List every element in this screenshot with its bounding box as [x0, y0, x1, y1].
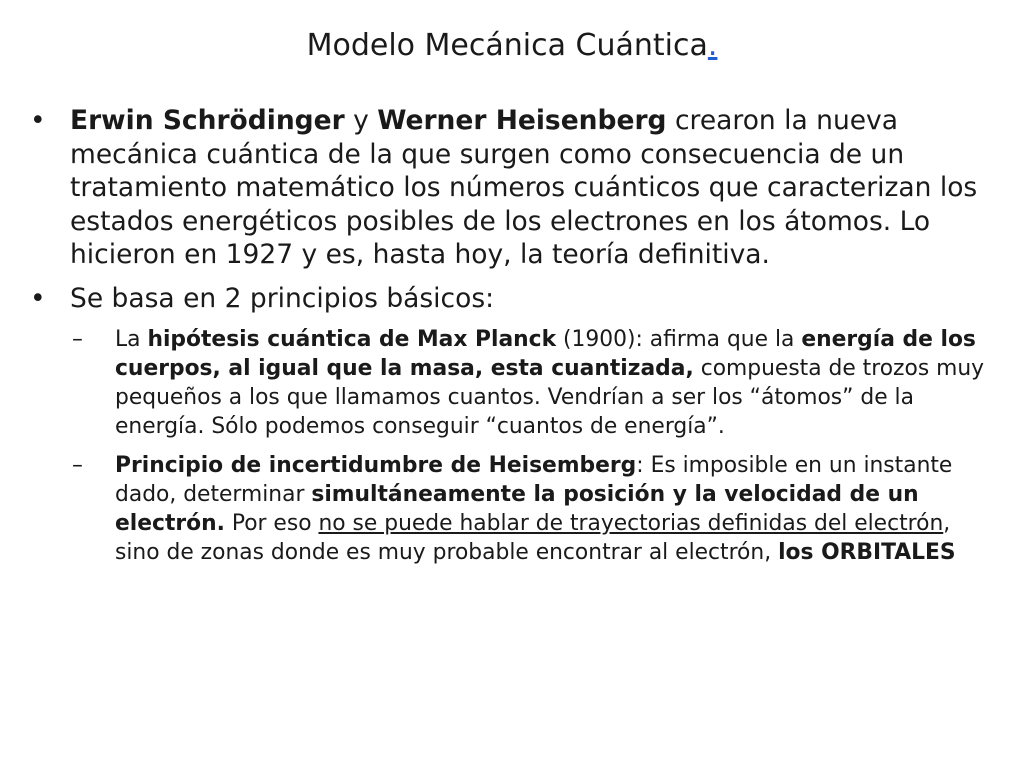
text-segment: : Es imposible en un instante dado, determinar: [115, 453, 953, 507]
text-segment: Por eso: [224, 511, 319, 536]
bullet-icon: •: [30, 282, 46, 314]
position-velocity: simultáneamente la posición y la velocidad de un electrón.: [115, 482, 919, 536]
uncertainty-principle: Principio de incertidumbre de Heisemberg: [115, 453, 637, 478]
sub-item-planck: [26, 325, 998, 441]
text-segment: compuesta de trozos muy pequeños a los que llamamos cuantos. Vendrían a ser los “átomos” de la energía. Sólo podemos conseguir “cuantos de energía”.: [115, 356, 985, 439]
text-segment: crearon la nueva mecánica cuántica de la que surgen como consecuencia de un tratamiento matemático los números cuánticos que caracterizan los estados energéticos posibles de los electrones en los átomos. Lo hicieron en 1927 y es, hasta hoy, la teoría definitiva.: [70, 105, 978, 270]
dash-icon: –: [72, 453, 83, 478]
name-schrodinger: Erwin Schrödinger: [70, 105, 345, 136]
sub-item-uncertainty: [26, 451, 998, 567]
bullet-item-principles: [26, 282, 998, 316]
text-segment: , sino de zonas donde es muy probable encontrar al electrón,: [115, 511, 951, 565]
slide-title: [0, 26, 1024, 66]
bullet-icon: •: [30, 105, 46, 136]
dash-icon: –: [72, 327, 83, 352]
orbitals: los ORBITALES: [778, 540, 956, 565]
slide-title-text: Modelo Mecánica Cuántica: [306, 28, 708, 63]
text-segment: (1900): afirma que la: [556, 327, 802, 352]
planck-hypothesis: hipótesis cuántica de Max Planck: [147, 327, 557, 352]
bullet-item-creators: [26, 104, 998, 272]
text-segment: y: [344, 105, 378, 136]
text-segment: La: [115, 327, 148, 352]
slide-content: [26, 104, 998, 577]
text-segment: Se basa en 2 principios básicos:: [70, 282, 495, 314]
no-trajectories: no se puede hablar de trayectorias definidas del electrón: [318, 511, 944, 536]
energy-quantized: energía de los cuerpos, al igual que la masa, esta cuantizada,: [115, 327, 976, 381]
name-heisenberg: Werner Heisenberg: [377, 105, 667, 136]
title-hyperlink[interactable]: .: [707, 28, 718, 63]
